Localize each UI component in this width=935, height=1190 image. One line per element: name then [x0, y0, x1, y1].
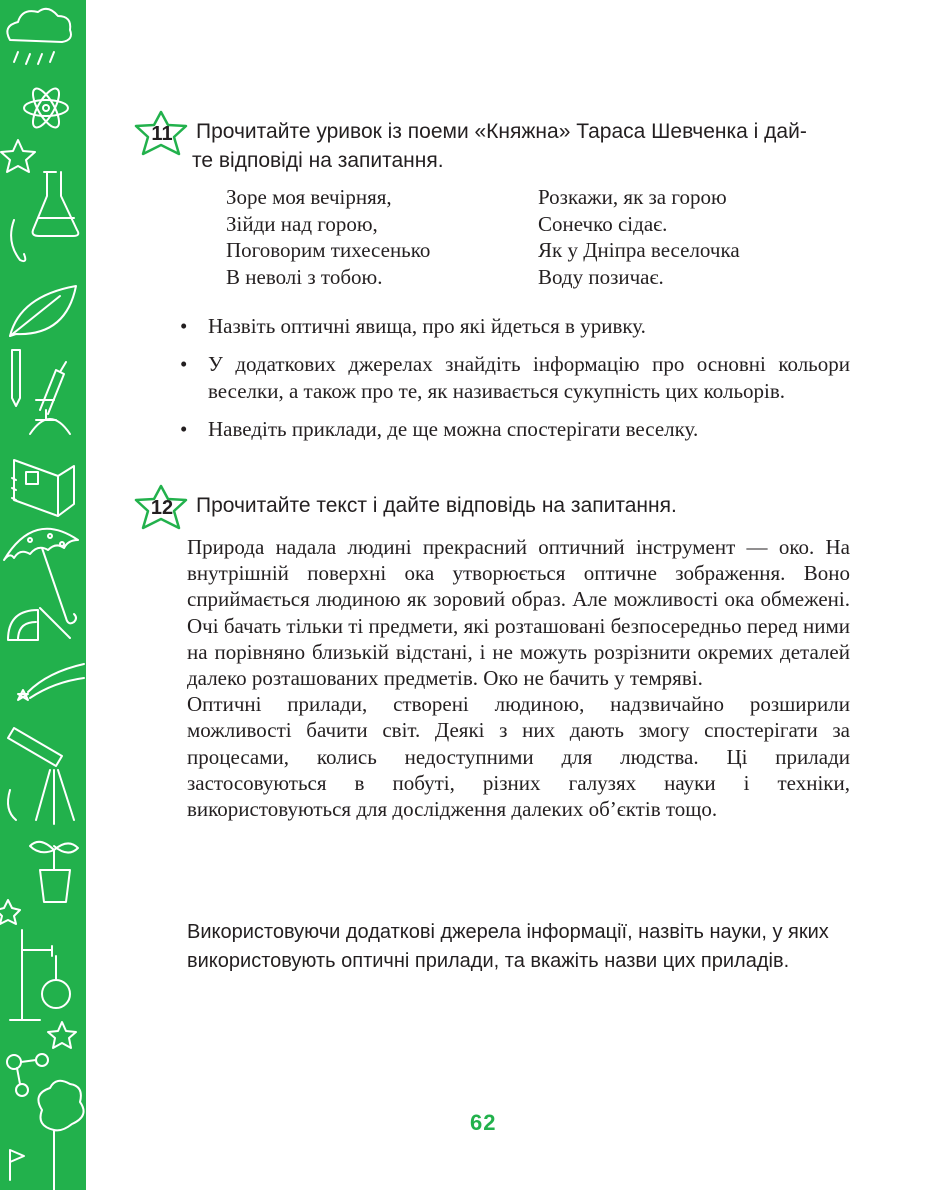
poem-line: Сонечко сідає. [538, 211, 668, 236]
poem-column-left [226, 184, 430, 290]
poem-line: Розкажи, як за горою [538, 185, 727, 209]
protractor-icon [8, 608, 70, 640]
task-number: 11 [151, 123, 173, 145]
poem-line: Поговорим тихесенько [226, 238, 431, 262]
task-number-badge [134, 484, 190, 530]
decorative-sidebar [0, 0, 86, 1190]
reading-text [187, 534, 850, 822]
instruction-line: те відповіді на запитання. [192, 149, 444, 172]
molecule-icon [7, 1054, 48, 1096]
cloud-rain-icon [7, 9, 71, 64]
task-instruction [192, 110, 807, 175]
book-icon [12, 460, 74, 516]
poem-line: Зійди над горою, [226, 211, 378, 236]
list-item [180, 416, 850, 443]
telescope-icon [8, 728, 74, 824]
pencil-icon [12, 350, 20, 406]
atom-icon [24, 85, 68, 131]
bullet-icon: • [180, 314, 188, 338]
list-item [180, 351, 850, 405]
lab-stand-icon [10, 930, 70, 1020]
star-icon [1, 140, 35, 172]
poem-line: Воду позичає. [538, 264, 664, 289]
poem-column-right [538, 184, 740, 290]
paragraph: Природа надала людині прекрасний оптичний інструмент — око. На внутрішній поверхні ока утворюється оптичне зображення. Воно сприймається людиною як зоровий образ. Але можливості ока обмежені. Очі бачать тільки ті предмети, які розташовані безпосередньо перед ними на порівняно близькій відстані, і не можуть розрізнити окремих деталей далеко розташованих предметів. Око не бачить у темряві. [187, 535, 850, 691]
task-number-badge [134, 110, 190, 156]
star-icon [48, 1022, 76, 1048]
paragraph: Оптичні прилади, створені людиною, надзвичайно розширили можливості бачити світ. Деякі з них дають змогу спостерігати за процесами, колись недоступними для людства. Ці прилади застосовуються в побуті, різних галузях науки і техніки, використовуються для дослідження далеких об’єктів тощо. [187, 692, 850, 822]
task-11-header [134, 110, 854, 175]
question-text: У додаткових джерелах знайдіть інформацію про основні кольори веселки, а також про те, як називається сукупність цих кольорів. [208, 352, 850, 403]
tree-icon [10, 1081, 84, 1190]
bullet-icon: • [180, 352, 188, 376]
question-text: Наведіть приклади, де ще можна спостерігати веселку. [208, 417, 699, 441]
flask-icon [11, 172, 78, 261]
instruction-line: Прочитайте уривок із поеми «Княжна» Тараса Шевченка і дай- [196, 120, 807, 143]
task-instruction: Прочитайте текст і дайте відповідь на запитання. [196, 494, 677, 517]
comet-icon [18, 664, 84, 700]
poem-line: Як у Дніпра веселочка [538, 238, 740, 262]
microscope-icon [30, 362, 70, 434]
question-list [180, 313, 850, 454]
leaf-icon [10, 286, 76, 336]
poem-line: Зоре моя вечірняя, [226, 185, 392, 209]
bullet-icon: • [180, 417, 188, 441]
task-number: 12 [150, 497, 174, 519]
list-item [180, 313, 850, 340]
task-question: Використовуючи додаткові джерела інформації, назвіть науки, у яких використовують оптичні прилади, та вкажіть назви цих приладів. [187, 921, 829, 972]
page-number: 62 [470, 1110, 497, 1135]
task-12-header [134, 484, 854, 530]
question-text: Назвіть оптичні явища, про які йдеться в уривку. [208, 314, 646, 338]
poem-line: В неволі з тобою. [226, 264, 383, 289]
